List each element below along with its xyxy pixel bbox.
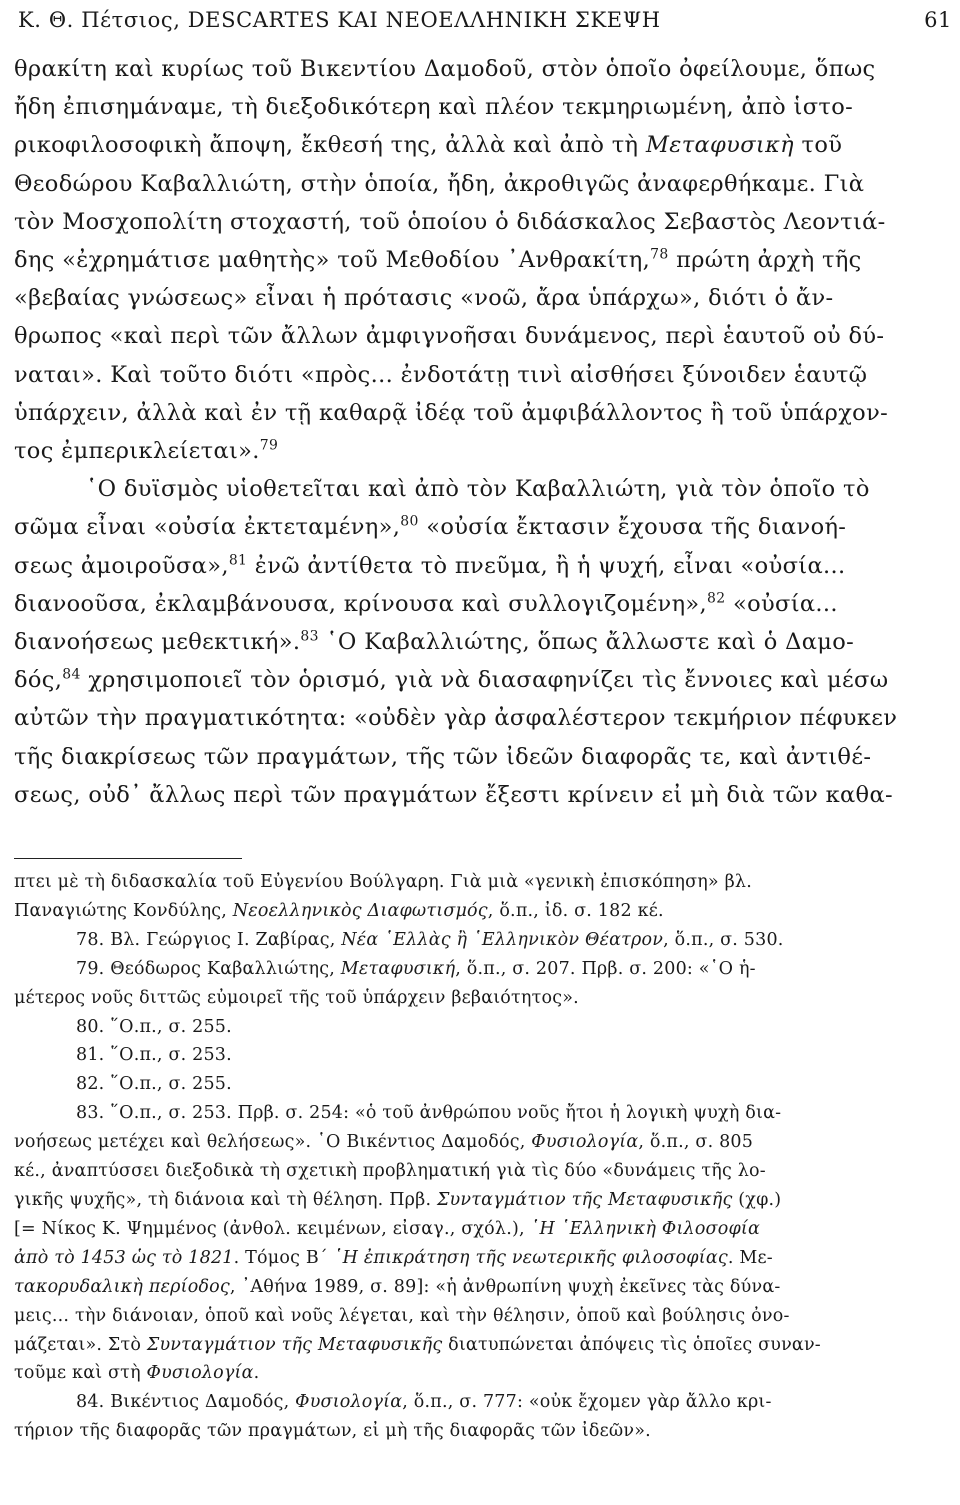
footnote-line: γικῆς ψυχῆς», τὴ διάνοια καὶ τὴ θέληση. Πρβ. Συνταγμάτιον τῆς Μεταφυσικῆς (χφ.)	[14, 1189, 782, 1210]
text-line: ῾Ο δυϊσμὸς υἱοθετεῖται καὶ ἀπὸ τὸν Καβαλλιώτη, γιὰ τὸν ὁποῖο τὸ	[86, 476, 870, 503]
text-line: ἤδη ἐπισημάναμε, τὴ διεξοδικότερη καὶ πλέον τεκμηριωμένη, ἀπὸ ἱστο-	[14, 94, 854, 121]
text-line: Θεοδώρου Καβαλλιώτη, στὴν ὁποία, ἤδη, ἀκροθιγῶς ἀναφερθήκαμε. Γιὰ	[14, 170, 865, 197]
footnote-line: μεις... τὴν διάνοιαν, ὁποῦ καὶ νοῦς λέγεται, καὶ τὴν θέλησιν, ὁποῦ καὶ βούλησις ὀνο-	[14, 1305, 790, 1326]
footnote-line: νοήσεως μετέχει καὶ θελήσεως». ῾Ο Βικέντιος Δαμοδός, Φυσιολογία, ὅ.π., σ. 805	[14, 1132, 754, 1153]
footnote-ref: 81	[228, 552, 248, 569]
footnote-line: πτει μὲ τὴ διδασκαλία τοῦ Εὐγενίου Βούλγαρη. Γιὰ μιὰ «γενικὴ ἐπισκόπηση» βλ.	[14, 872, 752, 892]
footnote-ref: 78	[650, 246, 669, 263]
footnote-line: Παναγιώτης Κονδύλης, Νεοελληνικὸς Διαφωτισμός, ὅ.π., ἰδ. σ. 182 κέ.	[14, 900, 664, 921]
footnote-81: 81. ῞Ο.π., σ. 253.	[76, 1045, 232, 1066]
footnote-ref: 82	[707, 590, 726, 607]
text-line: σεως ἀμοιροῦσα»,$^{81}$ ἐνῶ ἀντίθετα τὸ πνεῦμα, ἢ ἡ ψυχή, εἶναι «οὐσία...	[14, 552, 846, 579]
footnote-line: μέτερος νοῦς διττῶς εὐμοιρεῖ τῆς τοῦ ὑπάρχειν βεβαιότητος».	[14, 987, 579, 1008]
text-line: θρακίτη καὶ κυρίως τοῦ Βικεντίου Δαμοδοῦ, στὸν ὁποῖο ὀφείλουμε, ὅπως	[14, 56, 876, 82]
footnotes	[14, 868, 946, 1446]
text-line: τος ἐμπερικλείεται».$^{79}$	[14, 437, 279, 465]
footnote-79: 79. Θεόδωρος Καβαλλιώτης, Μεταφυσική, ὅ.π., σ. 207. Πρβ. σ. 200: «῾Ο ἡ-	[76, 958, 756, 979]
text-line: τῆς διακρίσεως τῶν πραγμάτων, τῆς τῶν ἰδεῶν διαφορᾶς τε, καὶ ἀντιθέ-	[14, 743, 872, 770]
footnote-78: 78. Βλ. Γεώργιος Ι. Ζαβίρας, Νέα ῾Ελλὰς ἢ ῾Ελληνικὸν Θέατρον, ὅ.π., σ. 530.	[76, 929, 784, 950]
text-line: τὸν Μοσχοπολίτη στοχαστή, τοῦ ὁποίου ὁ διδάσκαλος Σεβαστὸς Λεοντιά-	[14, 208, 886, 235]
footnote-84: 84. Βικέντιος Δαμοδός, Φυσιολογία, ὅ.π., σ. 777: «οὐκ ἔχομεν γὰρ ἄλλο κρι-	[76, 1392, 772, 1413]
text-line: διανοοῦσα, ἐκλαμβάνουσα, κρίνουσα καὶ συλλογιζομένη»,$^{82}$ «οὐσία...	[14, 590, 838, 617]
text-line: σεως, οὐδ᾿ ἄλλως περὶ τῶν πραγμάτων ἔξεστι κρίνειν εἰ μὴ διὰ τῶν καθα-	[14, 781, 893, 808]
footnote-line: μάζεται». Στὸ Συνταγμάτιον τῆς Μεταφυσικῆς διατυπώνεται ἀπόψεις τὶς ὁποῖες συναν-	[14, 1334, 821, 1355]
text-line: «βεβαίας γνώσεως» εἶναι ἡ πρότασις «νοῶ, ἄρα ὑπάρχω», διότι ὁ ἄν-	[14, 285, 834, 312]
text-line: ρικοφιλοσοφικὴ ἄποψη, ἔκθεσή της, ἀλλὰ καὶ ἀπὸ τὴ Μεταφυσικὴ τοῦ	[14, 132, 843, 159]
text-line: σῶμα εἶναι «οὐσία ἐκτεταμένη»,$^{80}$ «οὐσία ἔκτασιν ἔχουσα τῆς διανοή-	[14, 513, 847, 541]
text-line: θρωπος «καὶ περὶ τῶν ἄλλων ἀμφιγνοῆσαι δυνάμενος, περὶ ἑαυτοῦ οὐ δύ-	[14, 323, 885, 350]
footnote-ref: 83	[300, 628, 319, 645]
text-line: αὐτῶν τὴν πραγματικότητα: «οὐδὲν γὰρ ἀσφαλέστερον τεκμήριον πέφυκεν	[14, 705, 898, 732]
footnote-line: κέ., ἀναπτύσσει διεξοδικὰ τὴ σχετικὴ προβληματική γιὰ τὶς δύο «δυνάμεις τῆς λο-	[14, 1161, 766, 1182]
page-number: 61	[924, 8, 952, 32]
text-line: δης «ἐχρημάτισε μαθητὴς» τοῦ Μεθοδίου ᾿Ανθρακίτη,$^{78}$ πρώτη ἀρχὴ τῆς	[14, 246, 862, 274]
text-line: δός,$^{84}$ χρησιμοποιεῖ τὸν ὁρισμό, γιὰ νὰ διασαφηνίζει τὶς ἔννοιες καὶ μέσω	[14, 666, 889, 694]
footnote-line: τακορυδαλικὴ περίοδος, ᾿Αθήνα 1989, σ. 89]: «ἡ ἀνθρωπίνη ψυχὴ ἐκεῖνες τὰς δύνα-	[14, 1276, 781, 1297]
footnote-ref: 79	[259, 437, 279, 454]
running-title: Κ. Θ. Πέτσιος, DESCARTES ΚΑΙ ΝΕΟΕΛΛΗΝΙΚΗ ΣΚΕΨΗ	[18, 8, 661, 32]
text-line: διανοήσεως μεθεκτική».$^{83}$ ῾Ο Καβαλλιώτης, ὅπως ἄλλωστε καὶ ὁ Δαμο-	[14, 628, 855, 656]
footnote-83: 83. ῞Ο.π., σ. 253. Πρβ. σ. 254: «ὁ τοῦ ἀνθρώπου νοῦς ἤτοι ἡ λογικὴ ψυχὴ δια-	[76, 1103, 782, 1124]
main-text	[14, 50, 946, 814]
footnote-line: τήριον τῆς διαφορᾶς τῶν πραγμάτων, εἰ μὴ τῆς διαφορᾶς τῶν ἰδεῶν».	[14, 1421, 651, 1442]
footnote-80: 80. ῞Ο.π., σ. 255.	[76, 1016, 232, 1037]
footnote-ref: 80	[400, 513, 419, 530]
footnote-line: ἀπὸ τὸ 1453 ὡς τὸ 1821. Τόμος Β´ ῾Η ἐπικράτηση τῆς νεωτερικῆς φιλοσοφίας. Με-	[14, 1247, 773, 1268]
footnote-line: τοῦμε καὶ στὴ Φυσιολογία.	[14, 1363, 260, 1384]
footnote-ref: 84	[62, 666, 81, 683]
footnote-82: 82. ῞Ο.π., σ. 255.	[76, 1074, 232, 1095]
footnote-line: [= Νίκος Κ. Ψημμένος (ἀνθολ. κειμένων, εἰσαγ., σχόλ.), ῾Η ῾Ελληνικὴ Φιλοσοφία	[14, 1218, 760, 1239]
footnote-divider	[14, 858, 242, 859]
text-line: ὑπάρχειν, ἀλλὰ καὶ ἐν τῇ καθαρᾷ ἰδέᾳ τοῦ ἀμφιβάλλοντος ἢ τοῦ ὑπάρχον-	[14, 399, 889, 426]
running-head	[8, 0, 952, 40]
text-line: ναται». Καὶ τοῦτο διότι «πρὸς... ἐνδοτάτῃ τινὶ αἰσθήσει ξύνοιδεν ἑαυτῷ	[14, 361, 868, 388]
